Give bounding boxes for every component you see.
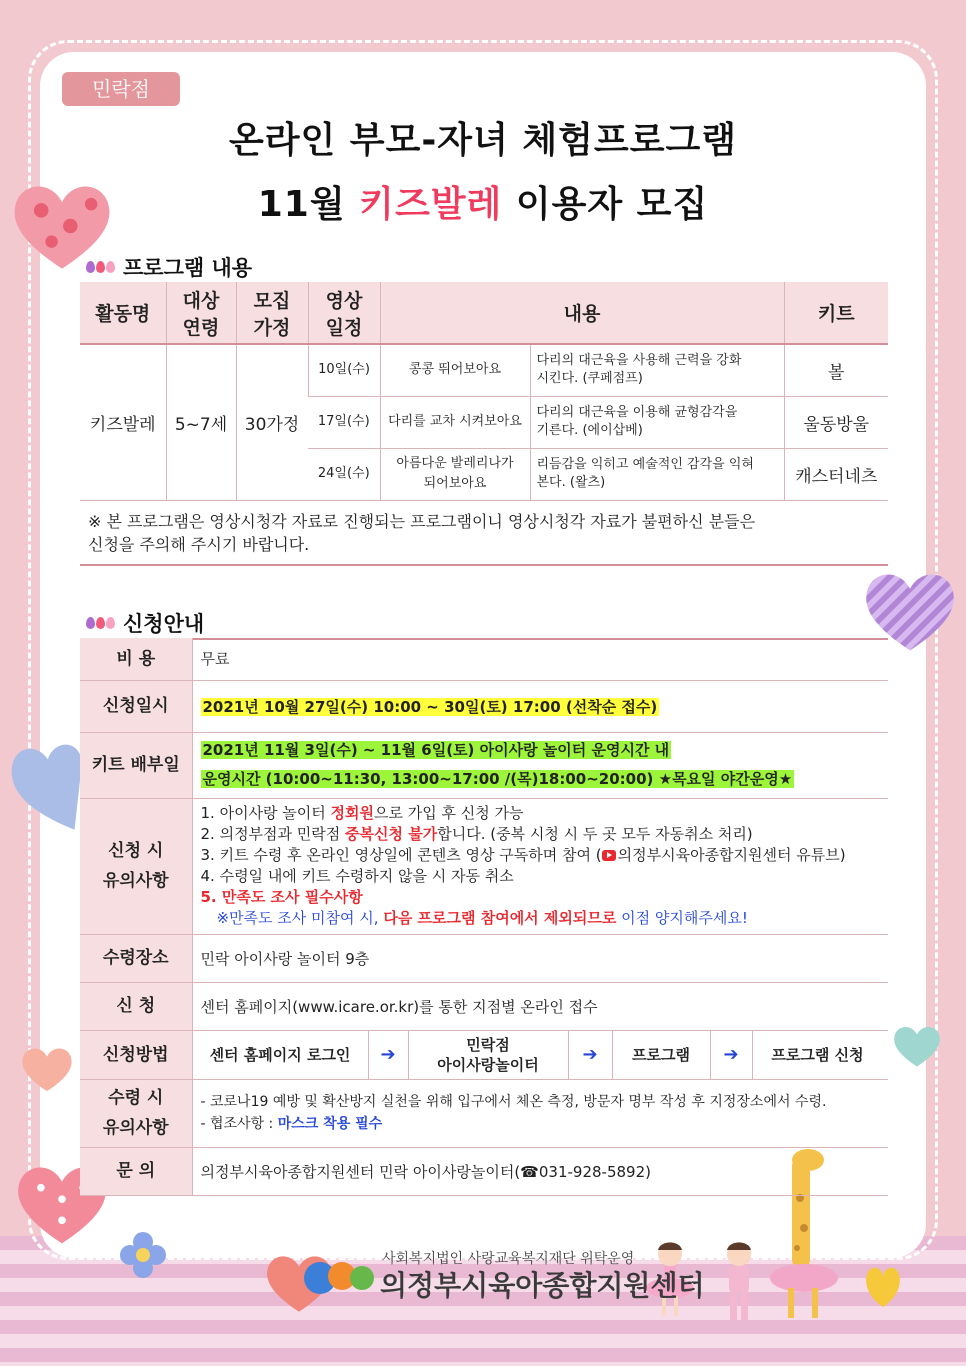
caution-label: 신청 시 유의사항 [80, 798, 192, 934]
row-fee [80, 638, 888, 680]
desc-cell: 다리의 대근육을 사용해 근력을 강화 시킨다. (쿠페점프) [530, 344, 784, 396]
period-value: 2021년 10월 27일(수) 10:00 ~ 30일(토) 17:00 (선착순 접수) [202, 697, 658, 716]
kit-line2: 운영시간 (10:00~11:30, 13:00~17:00 /(목)18:00~20:00) ★목요일 야간운영★ [202, 770, 793, 788]
ballet-boy-icon [712, 1240, 766, 1324]
pickup-label: 수령 시 유의사항 [80, 1079, 192, 1147]
center-logo-icon [300, 1252, 376, 1302]
place-value: 민락 아이사랑 놀이터 9층 [192, 934, 888, 982]
caution-item: 2. 의정부점과 민락점 중복신청 불가합니다. (중복 시청 시 두 곳 모두 자동취소 처리) [200, 825, 753, 843]
desc-cell: 리듬감을 익히고 예술적인 감각을 익혀 본다. (왈츠) [530, 448, 784, 500]
kit-cell: 캐스터네츠 [784, 448, 888, 500]
desc-cell: 다리의 대근육을 이용해 균형감각을 기른다. (에이삽베) [530, 396, 784, 448]
recruit-cell: 30가정 [236, 344, 308, 500]
date-cell: 10일(수) [308, 344, 380, 396]
row-contact [80, 1147, 888, 1195]
heart-blue-icon [8, 736, 84, 836]
branch-tag: 민락점 [62, 72, 180, 106]
header-video: 영상 일정 [308, 282, 380, 344]
program-heading [86, 252, 252, 282]
period-label: 신청일시 [80, 680, 192, 732]
row-kit [80, 732, 888, 798]
row-apply [80, 982, 888, 1030]
balloons-icon [86, 617, 115, 629]
caution-item: 4. 수령일 내에 키트 수령하지 않을 시 자동 취소 [200, 867, 514, 885]
caution-item: 3. 키트 수령 후 온라인 영상일에 콘텐츠 영상 구독하며 참여 ( 의정부시육아종합지원센터 유튜브) [200, 846, 846, 864]
step-branch: 민락점 아이사랑놀이터 [409, 1031, 569, 1079]
title-cell: 콩콩 뛰어보아요 [380, 344, 530, 396]
title-highlight: 키즈발레 [359, 184, 503, 225]
step-apply: 프로그램 신청 [771, 1045, 864, 1064]
title-cell: 다리를 교차 시켜보아요 [380, 396, 530, 448]
title-post: 이용자 모집 [502, 184, 709, 225]
program-header-row [80, 282, 888, 344]
row-pickup [80, 1079, 888, 1147]
activity-cell: 키즈발레 [80, 344, 166, 500]
kit-cell: 울동방울 [784, 396, 888, 448]
heart-mint-icon [892, 1022, 942, 1070]
flower-yellow-icon [858, 1262, 908, 1312]
contact-label: 문 의 [80, 1147, 192, 1195]
row-place [80, 934, 888, 982]
fee-label: 비 용 [80, 638, 192, 680]
program-heading-text: 프로그램 내용 [123, 256, 253, 280]
apply-label: 신 청 [80, 982, 192, 1030]
header-kit: 키트 [784, 282, 888, 344]
pickup-note: - 협조사항 : 마스크 착용 필수 [200, 1116, 383, 1132]
youtube-icon [602, 850, 616, 861]
row-method [80, 1030, 888, 1079]
caution-list [192, 798, 888, 934]
apply-value: 센터 홈페이지(www.icare.or.kr)를 통한 지점별 온라인 접수 [192, 982, 888, 1030]
age-cell: 5~7세 [166, 344, 236, 500]
apply-heading [86, 608, 204, 638]
footer-center-name: 의정부시육아종합지원센터 [380, 1269, 705, 1302]
row-period [80, 680, 888, 732]
caution-note: ※만족도 조사 미참여 시, 다음 프로그램 참여에서 제외되므로 이점 양지해주세요! [216, 909, 748, 927]
date-cell: 17일(수) [308, 396, 380, 448]
title-cell: 아름다운 발레리나가 되어보아요 [380, 448, 530, 500]
info-table [80, 638, 888, 1196]
flower-blue-icon [118, 1230, 168, 1280]
step-login: 센터 홈페이지 로그인 [193, 1031, 369, 1079]
program-table [80, 282, 888, 501]
title-line2 [0, 176, 966, 227]
title-month: 11월 [257, 184, 360, 225]
date-cell: 24일(수) [308, 448, 380, 500]
caution-item: 1. 아이사랑 놀이터 정회원으로 가입 후 신청 가능 [200, 804, 524, 822]
caution-item: 5. 만족도 조사 필수사항 [200, 888, 363, 906]
arrow-icon: ➔ [711, 1031, 753, 1079]
contact-value: 의정부시육아종합지원센터 민락 아이사랑놀이터(☎031-928-5892) [192, 1147, 888, 1195]
title-line1: 온라인 부모-자녀 체험프로그램 [228, 120, 738, 161]
pickup-note: - 코로나19 예방 및 확산방지 실천을 위해 입구에서 체온 측정, 방문자 명부 작성 후 지정장소에서 수령. [200, 1094, 827, 1110]
footer-org: 사회복지법인 사랑교육복지재단 위탁운영 [382, 1251, 635, 1267]
heart-peach-icon [20, 1044, 74, 1094]
step-program: 프로그램 [613, 1031, 711, 1079]
arrow-icon: ➔ [569, 1031, 613, 1079]
kit-cell: 볼 [784, 344, 888, 396]
header-activity: 활동명 [80, 282, 166, 344]
program-notice: ※ 본 프로그램은 영상시청각 자료로 진행되는 프로그램이니 영상시청각 자료가 불편하신 분들은 신청을 주의해 주시기 바랍니다. [80, 500, 888, 566]
header-recruit: 모집 가정 [236, 282, 308, 344]
header-age: 대상 연령 [166, 282, 236, 344]
kit-label: 키트 배부일 [80, 732, 192, 798]
balloons-icon [86, 261, 115, 273]
fee-value: 무료 [192, 638, 888, 680]
kit-line1: 2021년 11월 3일(수) ~ 11월 6일(토) 아이사랑 놀이터 운영시간 내 [202, 741, 670, 759]
method-flow [193, 1031, 889, 1079]
method-label: 신청방법 [80, 1030, 192, 1079]
table-row [80, 344, 888, 396]
header-content: 내용 [380, 282, 784, 344]
apply-heading-text: 신청안내 [123, 612, 205, 636]
row-caution [80, 798, 888, 934]
arrow-icon: ➔ [369, 1031, 409, 1079]
place-label: 수령장소 [80, 934, 192, 982]
